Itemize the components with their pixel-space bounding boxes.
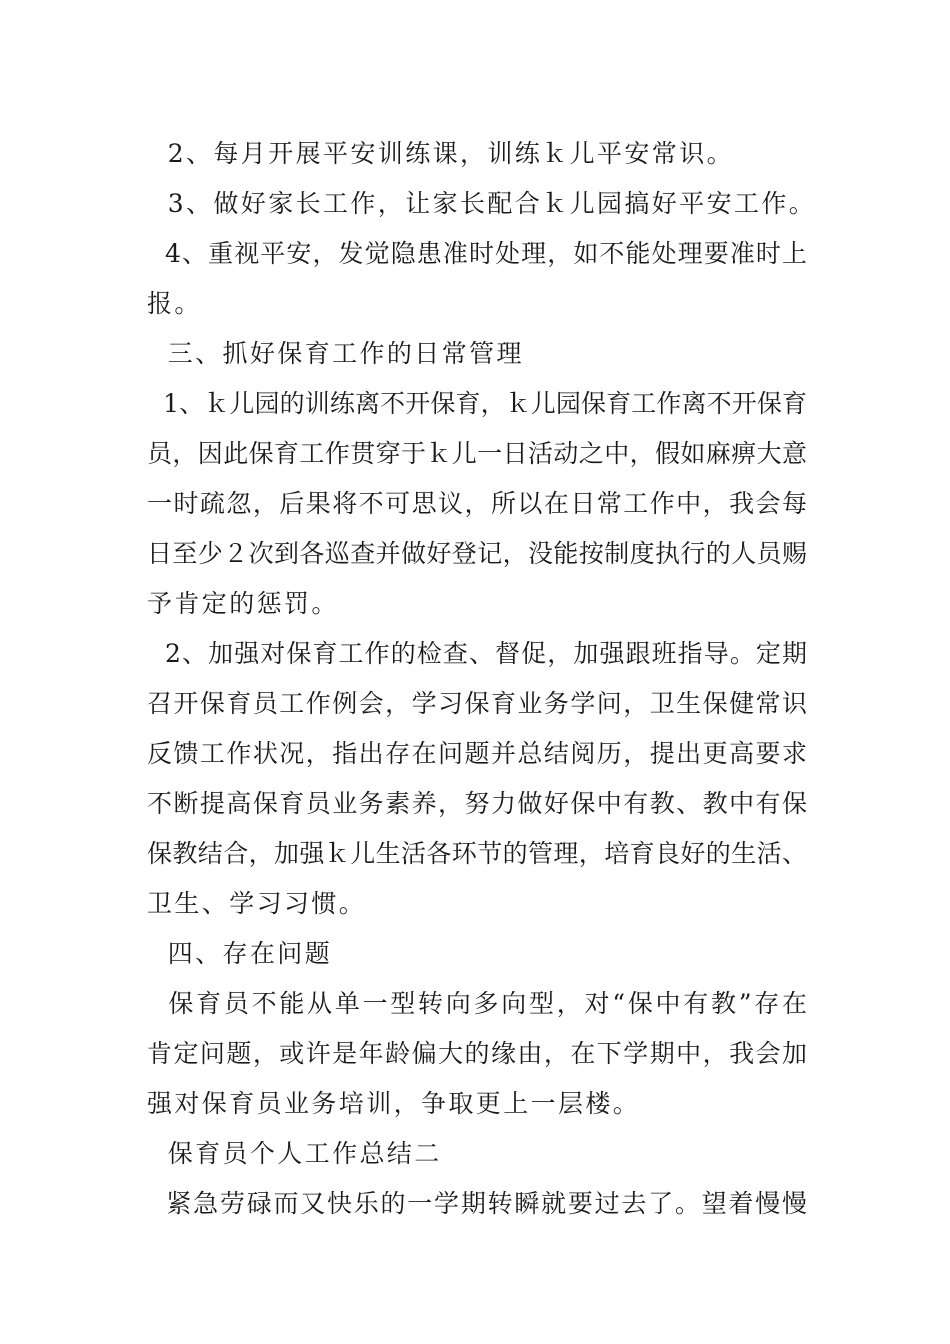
text-line: 3、做好家长工作，让家长配合ｋ儿园搞好平安工作。 [147, 189, 817, 218]
section-heading: 保育员个人工作总结二 [147, 1139, 442, 1168]
text-line: 4、重视平安，发觉隐患准时处理，如不能处理要准时上 [147, 239, 807, 268]
text-line: 一时疏忽，后果将不可思议，所以在日常工作中，我会每 [147, 489, 807, 518]
text-line: 保育员不能从单一型转向多向型，对“保中有教”存在 [147, 989, 807, 1018]
text-line: 卫生、学习习惯。 [147, 889, 367, 918]
text-line: 予肯定的惩罚。 [147, 589, 339, 618]
text-line: 保教结合，加强ｋ儿生活各环节的管理，培育良好的生活、 [147, 839, 807, 868]
text-line: 2、每月开展平安训练课，训练ｋ儿平安常识。 [147, 139, 735, 168]
text-line: 不断提高保育员业务素养，努力做好保中有教、教中有保 [147, 789, 807, 818]
text-line: 强对保育员业务培训，争取更上一层楼。 [147, 1089, 641, 1118]
section-heading: 三、抓好保育工作的日常管理 [147, 339, 524, 368]
text-line: 召开保育员工作例会，学习保育业务学问，卫生保健常识 [147, 689, 807, 718]
text-line: 员，因此保育工作贯穿于ｋ儿一日活动之中，假如麻痹大意 [147, 439, 807, 468]
text-line: 反馈工作状况，指出存在问题并总结阅历，提出更高要求 [147, 739, 807, 768]
text-line: 肯定问题，或许是年龄偏大的缘由，在下学期中，我会加 [147, 1039, 807, 1068]
text-line: 报。 [147, 289, 202, 318]
text-line: 日至少２次到各巡查并做好登记，没能按制度执行的人员赐 [147, 539, 807, 568]
text-line: 紧急劳碌而又快乐的一学期转瞬就要过去了。望着慢慢 [147, 1189, 807, 1218]
text-line: 2、加强对保育工作的检查、督促，加强跟班指导。定期 [147, 639, 807, 668]
text-line: 1、ｋ儿园的训练离不开保育，ｋ儿园保育工作离不开保育 [147, 389, 807, 418]
section-heading: 四、存在问题 [147, 939, 333, 968]
